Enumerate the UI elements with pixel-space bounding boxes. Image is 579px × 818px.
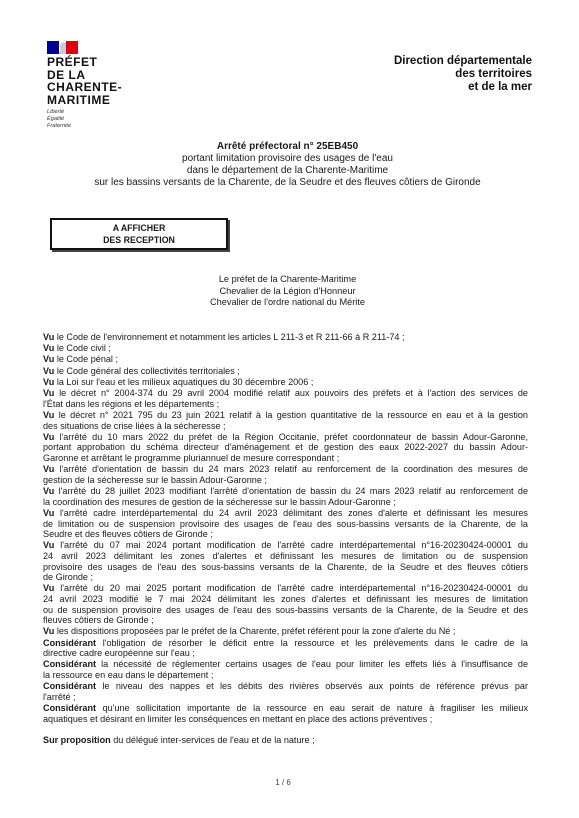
document-body (43, 332, 528, 746)
recital-text: l'arrêté cadre interdépartemental du 24 avril 2023 délimitant des zones d'alerte et définissant les mesures (60, 507, 528, 518)
recital-lead: Vu (43, 354, 55, 365)
recital-paragraph (43, 681, 528, 702)
recital-line (43, 659, 528, 670)
issuing-service (394, 55, 532, 94)
recital-line: de limitation ou de suspension provisoire des usages de l'eau des sous-bassins versants de la Charente, de la (43, 518, 528, 529)
recital-text: l'arrêté du 20 mai 2025 portant modification de l'arrêté cadre interdépartemental n°16-20230424-00001 du (60, 583, 528, 594)
recital-line: l'arrêté ; (43, 691, 76, 702)
recital-paragraph (43, 626, 528, 637)
recitals-list (43, 332, 528, 724)
recital-text: l'arrêté d'orientation de bassin du 24 mars 2023 relatif au renforcement de la coordination des mesures de (59, 464, 528, 475)
recital-paragraph (43, 464, 528, 485)
recital-line: de Gironde ; (43, 572, 94, 583)
recital-line: fleuves côtiers de Gironde ; (43, 615, 154, 626)
recital-lead: Vu (43, 540, 55, 551)
recital-line (43, 464, 528, 475)
republic-motto (47, 109, 71, 130)
recital-line (43, 486, 528, 497)
motto-line: Liberté (47, 109, 65, 115)
recital-line: 24 avril 2023 délimitant les zones d'alertes et définissant les mesures de limitation ou de suspension (43, 550, 528, 561)
title-subtitle-line: dans le département de la Charente-Maritime (186, 165, 389, 176)
proposal-paragraph (43, 735, 528, 746)
recital-lead: Considérant (43, 637, 97, 648)
recital-line: provisoire des usages de l'eau des sous-bassins versants de la Charente, de la Seudre et des fleuves côtiers (43, 561, 528, 572)
prefecture-name-line: MARITIME (47, 93, 111, 108)
recital-line (43, 681, 528, 692)
recital-paragraph (43, 354, 528, 365)
recital-lead: Considérant (43, 681, 97, 692)
recital-lead: Vu (43, 376, 55, 387)
prefecture-name-line: CHARENTE- (47, 80, 123, 95)
proposal-lead: Sur proposition (43, 735, 111, 746)
recital-text: les dispositions proposées par le préfet de la Charente, préfet référent pour la zone d'alerte du Né ; (56, 626, 456, 637)
motto-line: Égalité (47, 116, 65, 122)
recital-line (43, 703, 528, 714)
recital-paragraph (43, 703, 528, 724)
recital-lead: Vu (43, 365, 55, 376)
recital-text: l'arrêté du 28 juillet 2023 modifiant l'arrêté d'orientation de bassin du 24 mars 2023 relatif au renforcement de (58, 486, 529, 497)
recital-text: le Code pénal ; (56, 354, 119, 365)
service-line: et de la mer (468, 80, 532, 93)
recital-text: le Code de l'environnement et notamment les articles L 211-3 et R 211-66 à R 211-74 ; (56, 332, 405, 342)
recital-text: le niveau des nappes et les débits des rivières observés aux points de référence prévus par (102, 681, 529, 692)
recital-line (43, 583, 528, 594)
recital-lead: Vu (43, 431, 55, 442)
motto-line: Fraternité (47, 123, 71, 129)
recital-line: l'État dans les régions et les départements ; (43, 398, 220, 409)
order-number-heading: Arrêté préfectoral n° 25EB450 (216, 141, 359, 152)
recital-text: l'arrêté du 07 mai 2024 portant modification de l'arrêté cadre interdépartemental n°16-20230424-00001 du (60, 540, 528, 551)
recital-line (43, 410, 528, 421)
service-line: des territoires (455, 67, 532, 80)
recital-paragraph (43, 508, 528, 540)
recital-line (43, 540, 528, 551)
recital-line: directive cadre européenne sur l'eau ; (43, 648, 195, 659)
notice-line: DES RECEPTION (103, 235, 175, 245)
recital-line (43, 388, 528, 399)
recital-lead: Vu (43, 464, 55, 475)
recital-lead: Vu (43, 583, 55, 594)
recital-line: 24 avril 2023 modifié le 7 mai 2024 délimitant les zones d'alertes et définissant les mesures de limitation (43, 593, 528, 604)
recital-text: l'arrêté du 10 mars 2022 du préfet de la Région Occitanie, préfet coordonnateur de bassin Adour-Garonne, (59, 431, 528, 442)
proposal-text: du délégué inter-services de l'eau et de la nature ; (113, 735, 315, 746)
recital-line: aquatiques et désirant en limiter les conséquences en mettant en place des actions préventives ; (43, 713, 433, 724)
service-line: Direction départementale (393, 54, 532, 67)
recital-line (43, 343, 528, 354)
recital-line (43, 432, 528, 443)
recital-paragraph (43, 659, 528, 680)
recital-paragraph (43, 583, 528, 625)
recital-paragraph (43, 343, 528, 354)
recital-lead: Considérant (43, 703, 97, 714)
recital-text: qu'une sollicitation importante de la ressource en eau serait de nature à fragiliser les milieux (102, 703, 528, 714)
recital-paragraph (43, 540, 528, 582)
recital-paragraph (43, 366, 528, 377)
recital-text: la nécessité de réglementer certains usages de l'eau pour limiter les effets liés à l'insuffisance de (101, 659, 529, 670)
recital-paragraph (43, 432, 528, 464)
recital-lead: Vu (43, 507, 55, 518)
recital-line: ou de suspension provisoire des usages de l'eau des sous-bassins versants de la Charente, de la Seudre et des (43, 604, 528, 615)
recital-line (43, 508, 528, 519)
title-subtitle-line: sur les bassins versants de la Charente, de la Seudre et des fleuves côtiers de Gironde (94, 177, 481, 188)
recital-lead: Vu (43, 332, 55, 342)
recital-line (43, 377, 528, 388)
prefecture-name (47, 56, 122, 107)
signatory-line: Chevalier de l'ordre national du Mérite (210, 297, 365, 308)
recital-lead: Vu (43, 343, 55, 354)
recital-line (43, 354, 528, 365)
recital-paragraph (43, 332, 528, 343)
recital-line (43, 638, 528, 649)
recital-paragraph (43, 377, 528, 388)
recital-line: gestion de la sécheresse sur le bassin Adour-Garonne ; (43, 474, 267, 485)
page-number: 1 / 6 (275, 778, 291, 787)
recital-text: le décret n° 2004-374 du 29 avril 2004 modifié relatif aux pouvoirs des préfets et à l'action des services de (59, 388, 528, 399)
recital-lead: Vu (43, 410, 55, 420)
recital-line: des situations de crise liées à la sécheresse ; (43, 420, 226, 431)
marianne-flag-icon (47, 41, 78, 54)
recital-line: la ressource en eau dans le département ; (43, 670, 214, 681)
title-subtitle-line: portant limitation provisoire des usages de l'eau (182, 153, 393, 164)
recital-text: le Code civil ; (56, 343, 111, 354)
recital-paragraph (43, 388, 528, 409)
recital-lead: Vu (43, 388, 55, 399)
recital-paragraph (43, 638, 528, 659)
recital-text: l'obligation de résorber le déficit entre la ressource et les prélèvements dans le cadre de la (102, 637, 528, 648)
signatory-block (0, 274, 575, 309)
recital-paragraph (43, 410, 528, 431)
recital-lead: Vu (43, 486, 55, 497)
notice-line: A AFFICHER (112, 223, 166, 233)
recital-text: le Code général des collectivités territoriales ; (56, 365, 240, 376)
recital-lead: Vu (43, 626, 55, 637)
signatory-line: Chevalier de la Légion d'Honneur (219, 285, 356, 296)
recital-text: la Loi sur l'eau et les milieux aquatiques du 30 décembre 2006 ; (56, 376, 314, 387)
recital-line: Garonne et arrêtant le programme pluriannuel de mesure correspondant ; (43, 453, 340, 464)
recital-line: Seudre et des fleuves côtiers de Gironde ; (43, 529, 213, 540)
signatory-line: Le préfet de la Charente-Maritime (218, 274, 357, 285)
recital-line (43, 332, 528, 343)
recital-line: portant approbation du schéma directeur d'aménagement et de gestion des eaux 2022-2027 du bassin Adour- (43, 442, 528, 453)
recital-lead: Considérant (43, 659, 97, 670)
recital-line: la coordination des mesures de gestion de la sécheresse sur le bassin Adour-Garonne ; (43, 496, 396, 507)
recital-paragraph (43, 486, 528, 507)
posting-notice-box (50, 218, 228, 250)
prefecture-name-line: DE LA (47, 67, 86, 82)
recital-line (43, 366, 528, 377)
document-title (0, 141, 575, 189)
prefecture-name-line: PRÉFET (47, 55, 98, 69)
recital-text: le décret n° 2021 795 du 23 juin 2021 relatif à la gestion quantitative de la ressource en eau et à la gestion (58, 410, 528, 420)
recital-line (43, 626, 528, 637)
